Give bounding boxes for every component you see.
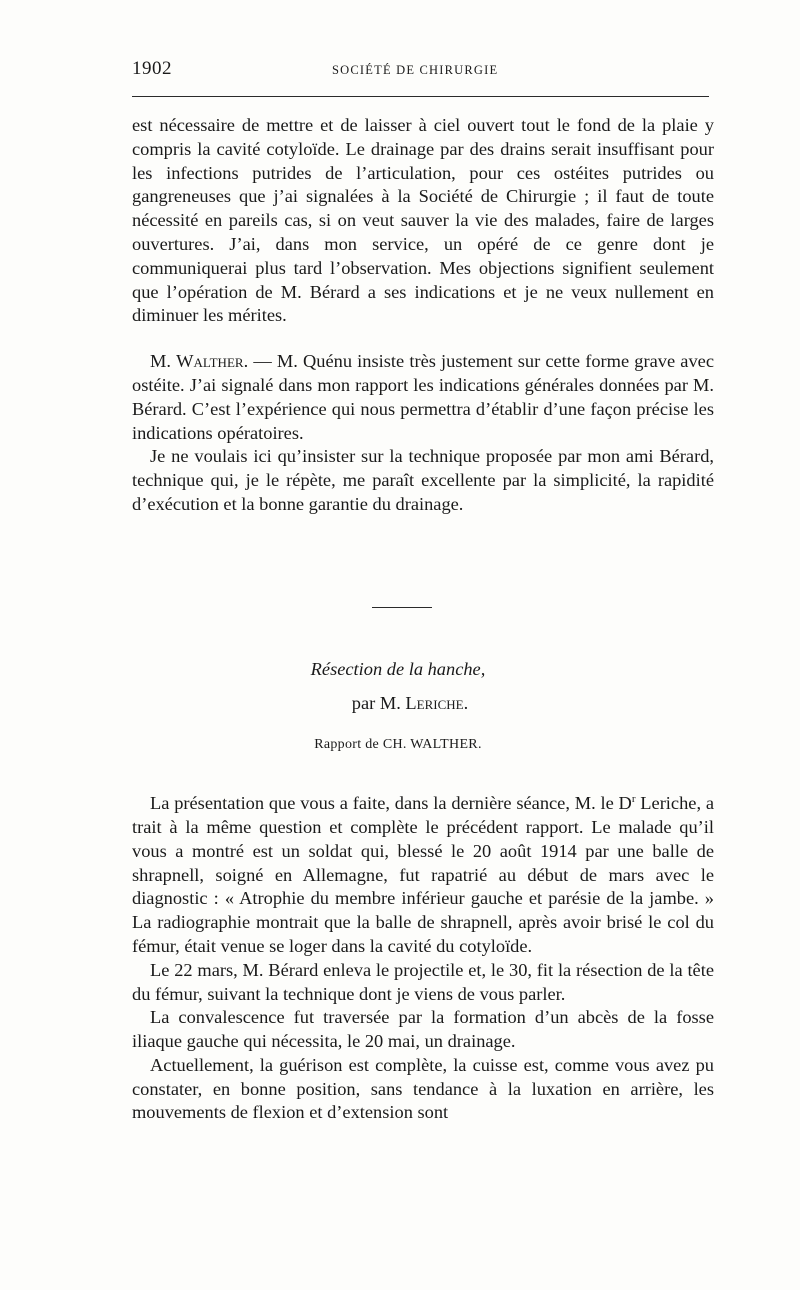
author-name: Leriche [405,693,464,713]
paragraph-presentation [132,788,714,959]
speaker-name: Walther [176,351,244,372]
header-rule [132,96,709,97]
section-author [132,693,688,714]
section-separator [372,607,432,608]
report-line: Rapport de CH. WALTHER. [314,737,482,752]
report-text [132,788,714,1125]
author-suffix: . [463,693,469,713]
document-page [132,0,714,1290]
paragraph-presentation-b: Leriche, a trait à la même question et complète le précédent rapport. Le malade qu’il vous a montré est un soldat qui, blessé le 20 août 1914 par une balle de shrapnell, soigné en Allemagne, fut rapatrié au début de mars avec le diagnostic : « Atrophie du membre inférieur gauche et parésie de la jambe. » La radiographie montrait que la balle de shrapnell, après avoir brisé le col du fémur, était venue se loger dans la cavité du cotyloïde. [132,793,714,956]
paragraph-walther-text: . — M. Quénu insiste très justement sur cette forme grave avec ostéite. J’ai signalé dans mon rapport les indications générales données par M. Bérard. C’est l’expérience qui nous permettra d’établir d’une façon précise les indications opératoires. [132,351,714,443]
paragraph-presentation-a: La présentation que vous a faite, dans la dernière séance, M. le D [150,793,632,814]
paragraph-convalescence: La convalescence fut traversée par la formation d’un abcès de la fosse iliaque gauche qui nécessita, le 20 mai, un drainage. [132,1007,714,1052]
paragraph-operation: Le 22 mars, M. Bérard enleva le projectile et, le 30, fit la résection de la tête du fémur, suivant la technique dont je viens de vous parler. [132,959,714,1004]
paragraph-continued: est nécessaire de mettre et de laisser à ciel ouvert tout le fond de la plaie y compris la cavité cotyloïde. Le drainage par des drains serait insuffisant pour les infections putrides de l’articulation, pour ces ostéites putrides ou gangreneuses que j’ai signalées à la Société de Chirurgie ; il faut de toute nécessité en pareils cas, si on veut sauver la vie des malades, faire de larges ouvertures. J’ai, dans mon service, un opéré de ce genre dont je communiquerai plus tard l’observation. Mes objections signifient seulement que l’opération de M. Bérard a ses indications et je ne veux nullement en diminuer les mérites. [132,115,714,326]
section-title: Résection de la hanche, [310,659,486,679]
author-prefix: par M. [351,693,406,713]
speaker-prefix: M. [150,351,177,372]
paragraph-technique: Je ne voulais ici qu’insister sur la technique proposée par mon ami Bérard, technique qui, je le répète, me paraît excellente par la simplicité, la rapidité d’exécution et la bonne garantie du drainage. [132,446,714,514]
running-title: SOCIÉTÉ DE CHIRURGIE [332,63,499,77]
paragraph-current-state: Actuellement, la guérison est complète, la cuisse est, comme vous avez pu constater, en bonne position, sans tendance à la luxation en arrière, les mouvements de flexion et d’extension sont [132,1054,714,1123]
superscript-r: r [631,793,636,805]
paragraph-walther [132,350,714,445]
page-number: 1902 [132,58,172,79]
discussion-text [132,114,714,517]
page-header [132,58,714,82]
